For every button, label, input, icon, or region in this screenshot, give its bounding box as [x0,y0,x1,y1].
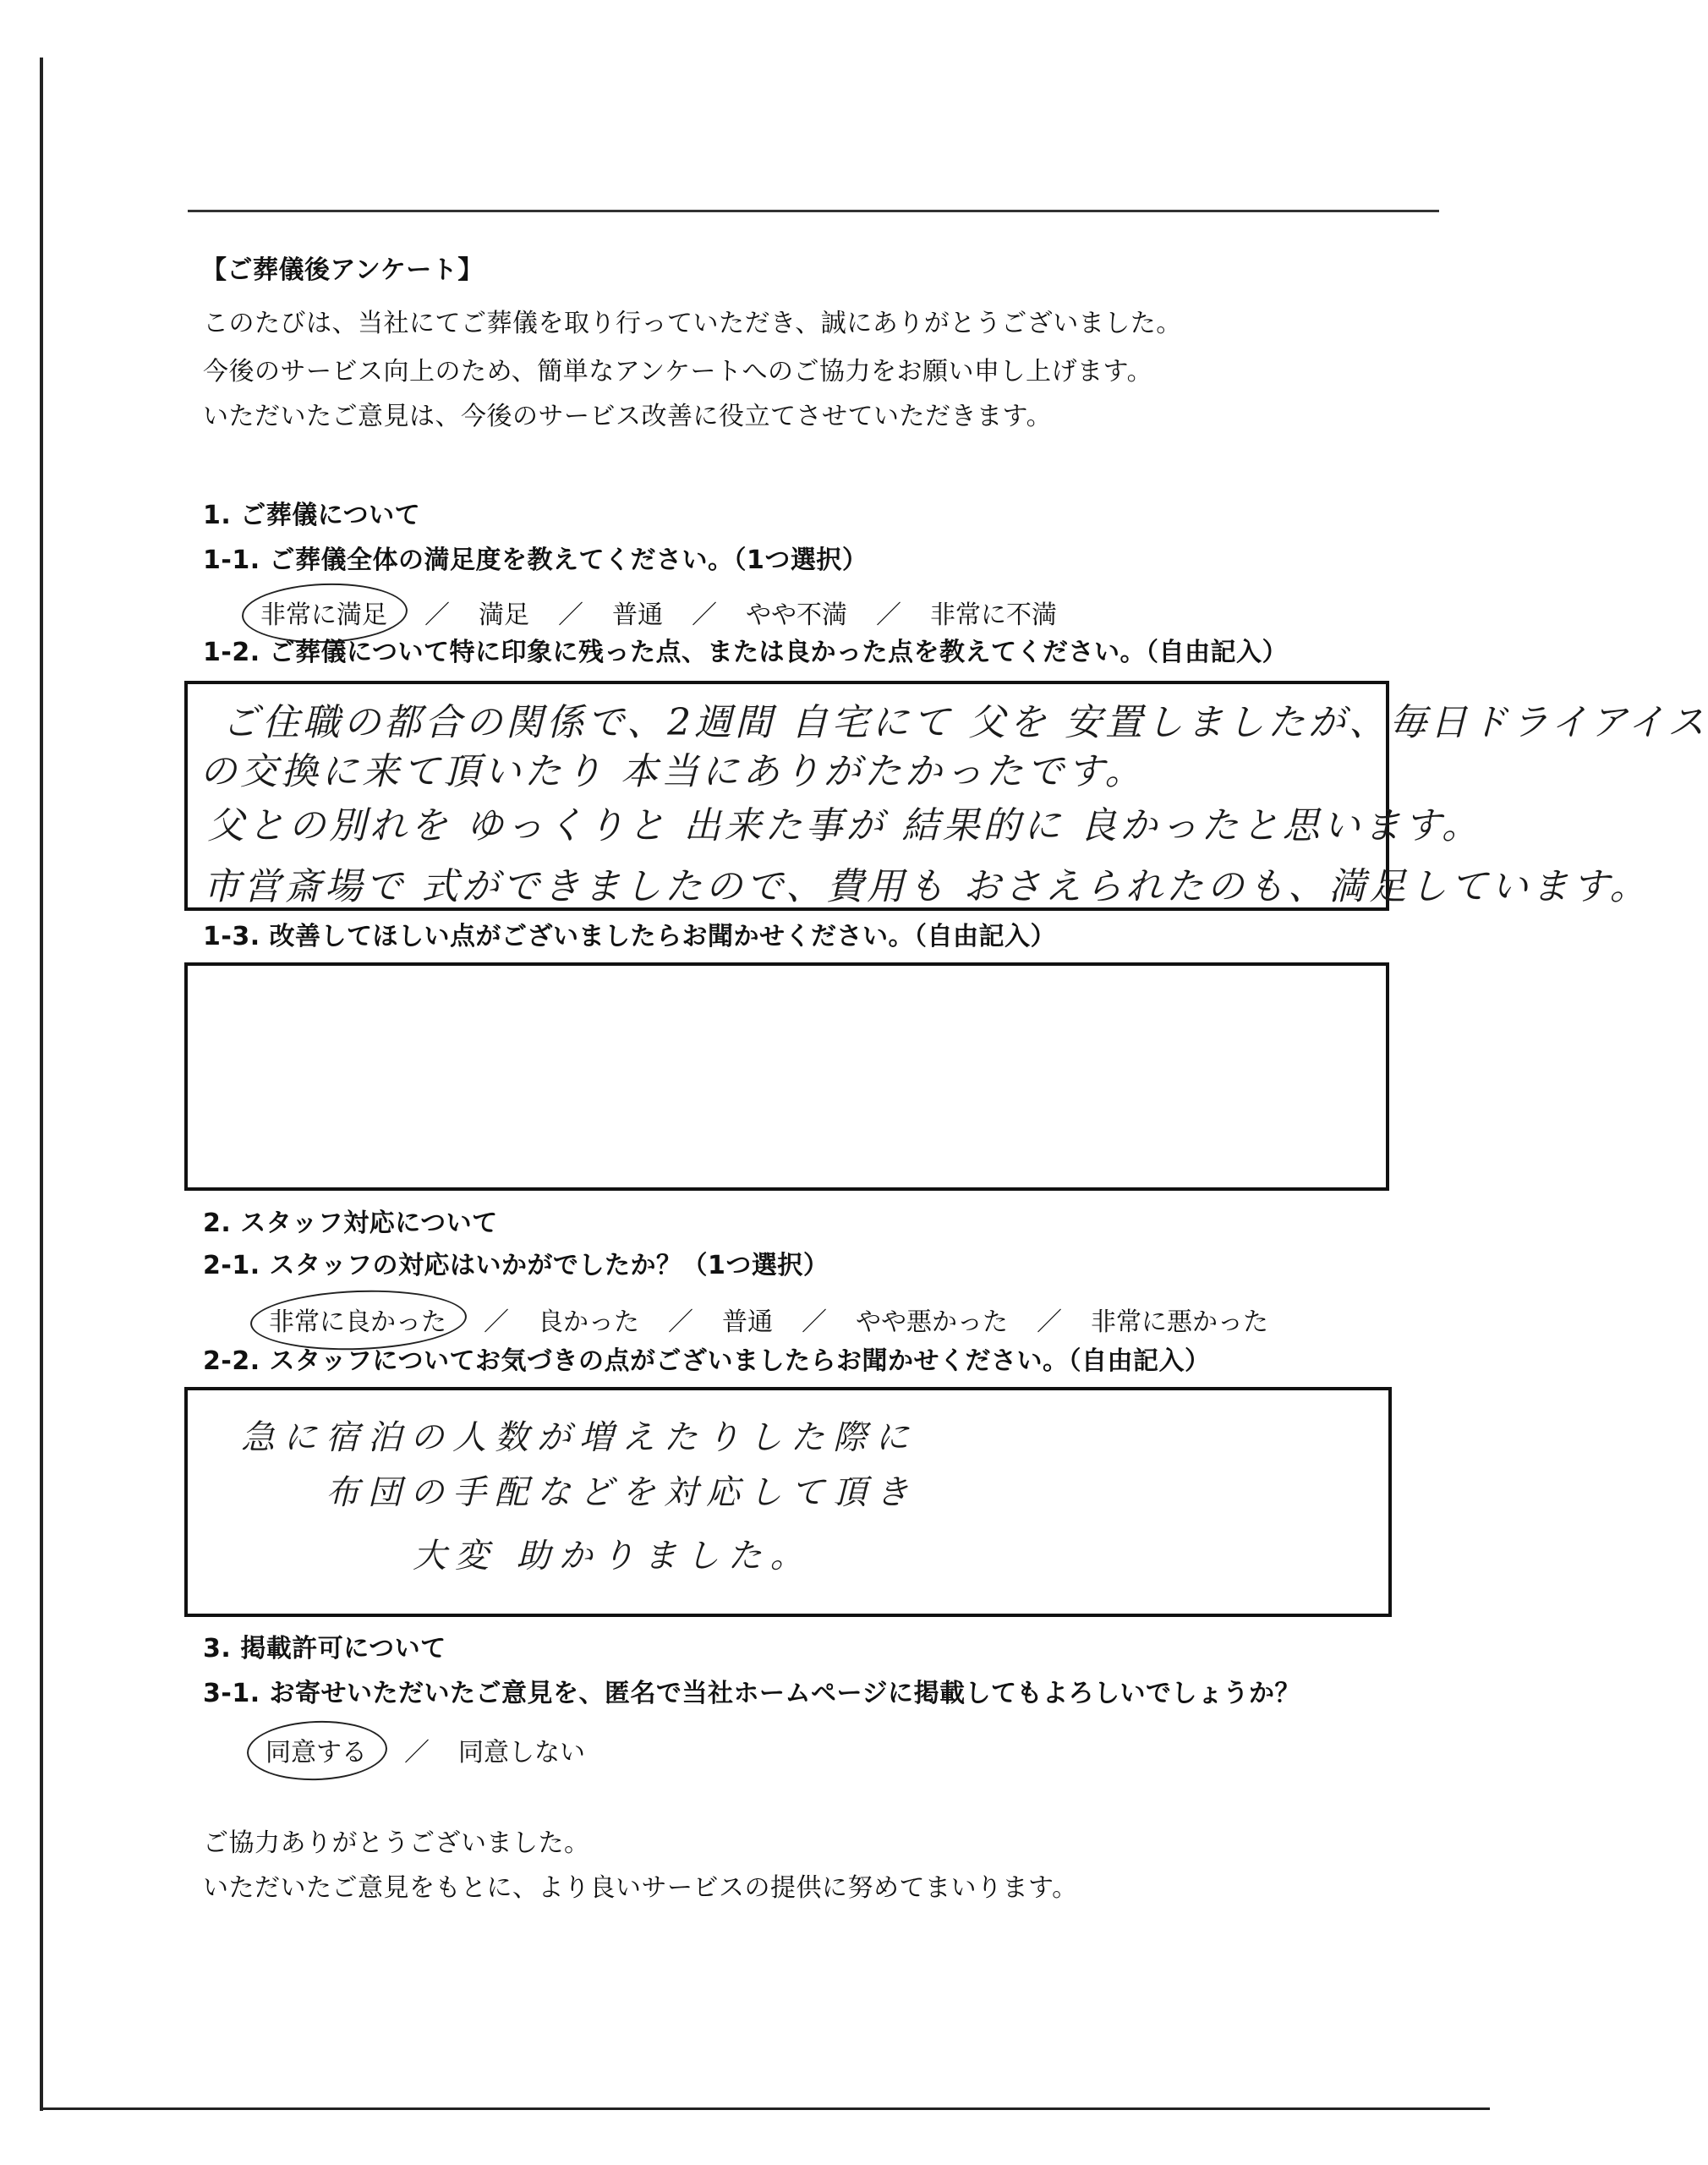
option-very-dissatisfied[interactable]: 非常に不満 [930,600,1057,630]
section-3-title: 3. 掲載許可について [203,1634,446,1663]
question-2-1: 2-1. スタッフの対応はいかがでしたか？（1つ選択） [203,1251,829,1280]
option-very-good[interactable]: 非常に良かった [260,1299,455,1340]
section-1-title: 1. ご葬儀について [203,501,421,530]
option-good[interactable]: 良かった [538,1307,639,1337]
separator: ／ [404,1738,430,1768]
answer-1-2-line-3: 父との別れを ゆっくりと 出来た事が 結果的に 良かったと思います。 [207,804,1482,847]
answer-box-1-3[interactable] [184,962,1389,1191]
separator: ／ [802,1307,827,1337]
options-3-1 [257,1729,585,1770]
option-somewhat-dissatisfied[interactable]: やや不満 [746,600,847,630]
answer-1-2-line-4: 市営斎場で 式ができましたので、費用も おさえられたのも、満足しています。 [203,865,1651,908]
survey-title: 【ご葬儀後アンケート】 [201,255,484,285]
option-disagree[interactable]: 同意しない [458,1738,585,1768]
answer-1-2-line-1: ご住職の都合の関係で、2週間 自宅にて 父を 安置しましたが、毎日ドライアイス [222,701,1708,744]
option-somewhat-bad[interactable]: やや悪かった [856,1307,1008,1337]
option-satisfied[interactable]: 満足 [479,600,529,630]
thanks-line-2: いただいたご意見をもとに、より良いサービスの提供に努めてまいります。 [203,1873,1078,1903]
answer-2-2-line-1: 急に宿泊の人数が増えたりした際に [241,1418,917,1457]
option-neutral[interactable]: 普通 [612,600,663,630]
option-very-bad[interactable]: 非常に悪かった [1091,1307,1268,1337]
question-1-3: 1-3. 改善してほしい点がございましたらお聞かせください。（自由記入） [203,922,1057,951]
option-very-satisfied[interactable]: 非常に満足 [252,592,396,633]
separator: ／ [558,600,583,630]
option-agree[interactable]: 同意する [257,1729,375,1770]
separator: ／ [424,600,450,630]
intro-line-1: このたびは、当社にてご葬儀を取り行っていただき、誠にありがとうございました。 [203,309,1182,338]
answer-1-2-line-2: の交換に来て頂いたり 本当にありがたかったです。 [200,750,1146,793]
top-rule [188,210,1439,212]
question-3-1: 3-1. お寄せいただいたご意見を、匿名で当社ホームページに掲載してもよろしいでしょうか？ [203,1679,1300,1708]
separator: ／ [876,600,901,630]
options-2-1 [260,1299,1268,1340]
question-2-2: 2-2. スタッフについてお気づきの点がございましたらお聞かせください。（自由記入） [203,1346,1211,1376]
separator: ／ [692,600,717,630]
separator: ／ [484,1307,509,1337]
options-1-1 [252,592,1057,633]
scan-bottom-edge [40,2107,1490,2110]
option-average[interactable]: 普通 [722,1307,773,1337]
question-1-2: 1-2. ご葬儀について特に印象に残った点、または良かった点を教えてください。（自由記入） [203,638,1288,667]
intro-line-2: 今後のサービス向上のため、簡単なアンケートへのご協力をお願い申し上げます。 [203,357,1153,386]
question-1-1: 1-1. ご葬儀全体の満足度を教えてください。（1つ選択） [203,545,868,575]
separator: ／ [1037,1307,1062,1337]
thanks-line-1: ご協力ありがとうございました。 [203,1828,590,1858]
separator: ／ [668,1307,693,1337]
answer-2-2-line-2: 布団の手配などを対応して頂き [326,1473,917,1512]
answer-2-2-line-3: 大変 助かりました。 [413,1537,813,1576]
scan-left-edge [40,58,43,2111]
intro-line-3: いただいたご意見は、今後のサービス改善に役立てさせていただきます。 [203,402,1053,431]
section-2-title: 2. スタッフ対応について [203,1209,498,1238]
